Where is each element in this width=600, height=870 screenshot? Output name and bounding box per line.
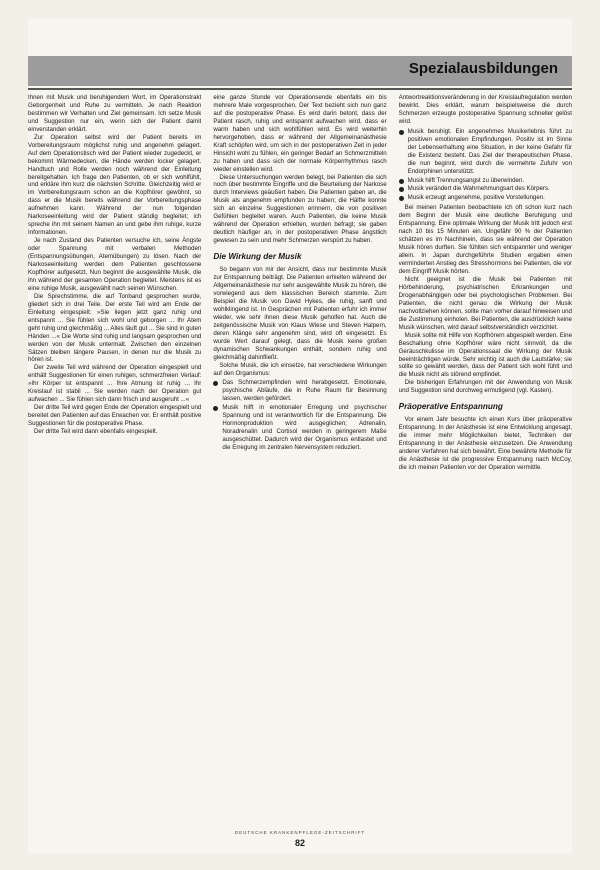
list-item: Musik beruhigt. Ein angenehmes Musikerlebnis führt zu positiven emotionalen Empfindungen. Positiv ist im Sinne der Lebenserhaltung eine Situation, in der keine Gefahr für die Existenz besteht. Das Ziel der therapeutischen Phase, die nun beginnt, wird durch die vermehrte Zufuhr von Endorphinen unterstützt. xyxy=(399,128,572,176)
paragraph: So begann von mir der Ansicht, dass nur bestimmte Musik zur Entspannung beiträgt. Die Patienten erhielten während der Allgemeinanästhesie nur sehr ausgewählte Musik zu hören, die vorwiegend aus dem klassischen Bereich stammte. Zum Beispiel die Musik von David Hykes, die ruhig, sanft und wohlklingend ist. In Gesprächen mit Patienten erfuhr ich immer wieder, wie sehr ihnen diese Musik geholfen hat. Auch die zeitgenössische Musik von Klaus Wiese und Steven Halpern, deren Klänge sehr angenehm sind, wird oft eingesetzt. Es wurde Wert darauf gelegt, dass die Musik keine großen dynamischen Schwankungen enthält, sondern ruhig und gleichmäßig dahinfließt. xyxy=(213,266,387,361)
list-item: Musik hilft Trennungsangst zu überwinden. xyxy=(399,177,572,185)
paragraph: Die bisherigen Erfahrungen mit der Anwendung von Musik und Suggestion sind durchweg ermutigend (vgl. Kasten). xyxy=(398,379,572,395)
section-title: Spezialausbildungen xyxy=(408,60,558,77)
page-number: 82 xyxy=(294,838,305,848)
section-header-band xyxy=(28,56,572,86)
list-item: Musik verändert die Wahrnehmungsart des Körpers. xyxy=(399,185,572,193)
subheading-entspannung: Präoperative Entspannung xyxy=(398,402,503,412)
list-item: Musik hilft in emotionaler Erregung und psychischer Spannung und ist verantwortlich für die Entspannung. Die Hormonproduktion wird ausgeglichen; Adrenalin, Noradrenalin und Cortisol werden in geringerem Maße ausgeschüttet. Dadurch wird der Organismus entlastet und die Erregung im zentralen Nervensystem reduziert. xyxy=(213,404,386,452)
paragraph: Vor einem Jahr besuchte ich einen Kurs über präoperative Entspannung. In der Anästhesie ist eine Entwicklung angesagt, die immer mehr Möglichkeiten bietet, Techniken der Entspannung in der Anästhesie einzusetzen. Die Anwendung anderer Verfahren hat sich bewährt. Eine bewährte Methode für die Anästhesie ist die progressive Entspannung nach McCoy, die ich meinen Patienten vor der Operation vermittle. xyxy=(398,416,572,471)
paragraph: Bei meinen Patienten beobachtete ich oft schon kurz nach dem Beginn der Musik eine deutliche Beruhigung und Entspannung. Eine optimale Wirkung der Musik tritt jedoch erst nach 10 bis 15 Minuten ein. Ungefähr 90 % der Patienten schätzen es im Nachhinein, dass sie während der Operation Musik hören durften. Sie fühlten sich entspannter und weniger allein. In Japan durchgeführte Studien ergaben einen verminderten Anstieg des Stresshormons bei Patienten, die vor dem Eingriff Musik hörten. xyxy=(398,204,572,276)
paragraph: Antwortreaktionsveränderung in der Kreislaufregulation werden bewirkt. Dies erklärt, warum beispielsweise die durch Schmerzen erzeugte postoperative Spannung schneller gelöst wird. xyxy=(398,94,572,125)
paragraph: Zur Operation selbst wird der Patient bereits im Vorbereitungsraum möglichst ruhig und angenehm gelagert. Auf dem Operationstisch wird der Patient wieder zugedeckt, er bekommt Wärmedecken, die Hände werden locker gelagert. Handtuch und Rolle werden noch während der Einleitung bereitgehalten. Ich frage den Patienten, ob er sich wohlfühlt, und erkläre ihm kurz die nächsten Schritte. Gleichzeitig wird er im Vorbereitungsraum schon an die Kopfhörer gewöhnt, so dass er die Musik bereits während der Vorbereitungsphase aufnehmen kann. Während der nun folgenden Narkoseeinleitung wird der Patient ständig begleitet; ich spreche ihn mit seinem Namen an und gebe ihm ruhige, kurze Informationen. xyxy=(28,133,202,237)
header-rule xyxy=(28,88,572,90)
column-2 xyxy=(213,94,386,834)
paragraph: Der dritte Teil wird dann ebenfalls eingespielt. xyxy=(34,428,158,436)
paragraph: Musik sollte mit Hilfe von Kopfhörern abgespielt werden. Eine Beschallung ohne Kopfhörer wäre nicht sinnvoll, da die Geräuschkulisse im Operationssaal die Wirkung der Musik beeinträchtigen würde. Sehr wichtig ist auch die Lautstärke; sie sollte so gewählt werden, dass der Patient sich wohl fühlt und die Musik nicht als störend empfindet. xyxy=(398,331,572,379)
paragraph: Diese Untersuchungen werden belegt, bei Patienten die sich noch über bestimmte Eingriffe und die Beurteilung der Narkose durch Interviews geäußert haben. Die Patienten gaben an, die Musik als angenehm empfunden zu haben; die Hälfte konnte sich an einzelne Suggestionen erinnern, die von positiven Gefühlen begleitet waren. Auch Patienten, die keine Musik während der Operation erhielten, wurden befragt; sie gaben deutlich häufiger an, in der postoperativen Phase ängstlich gewesen zu sein und mehr Schmerzen verspürt zu haben. xyxy=(213,173,387,245)
paragraph: Ihnen mit Musik und beruhigendem Wort, im Operationstrakt Geborgenheit und Ruhe zu vermitteln. Je nach Reaktion bestimmen wir Verhalten und Ziel gemeinsam. Ich setze Musik und Suggestion nur ein, wenn sich der Patient damit einverstanden erklärt. xyxy=(28,94,202,133)
article-columns xyxy=(28,94,572,834)
paragraph: Der dritte Teil wird gegen Ende der Operation eingespielt und bereitet den Patienten auf das Erwachen vor. Er enthält positive Suggestionen für die postoperative Phase. xyxy=(28,404,202,428)
list-item: Musik erzeugt angenehme, positive Vorstellungen. xyxy=(399,194,572,202)
paragraph: Die Sprechstimme, die auf Tonband gesprochen wurde, gliedert sich in drei Teile. Der erste Teil wird am Ende der Einleitung eingespielt: »Sie liegen jetzt ganz ruhig und entspannt ... Sie fühlen sich wohl und geborgen ... Ihr Atem geht ruhig und gleichmäßig ... Alles läuft gut ... Sie sind in guten Händen ...« Die Worte sind ruhig und langsam gesprochen und werden von der Musik untermalt. Zwischen den einzelnen Sätzen bleiben längere Pausen, in denen nur die Musik zu hören ist. xyxy=(28,292,202,364)
column-1 xyxy=(28,94,201,834)
subheading-musik: Die Wirkung der Musik xyxy=(213,252,302,262)
paragraph: eine ganze Stunde vor Operationsende ebenfalls ein bis mehrere Male vorgesprochen. Der Text bezieht sich nun ganz auf die postoperative Phase. Es wird darin betont, dass der Patient rasch, ruhig und entspannt aufwachen wird, dass er warm haben und sich wohlfühlen wird. Es wird weiterhin hervorgehoben, dass er während der Allgemeinanästhesie Kraft schöpfen wird, um sich in der postoperativen Zeit in jeder Hinsicht wohl zu fühlen, ein geringer Bedarf an Schmerzmitteln zu haben und dass sich der normale Körperrhythmus rasch wieder einstellen wird. xyxy=(213,94,387,173)
effects-list xyxy=(399,128,572,203)
column-3 xyxy=(399,94,572,834)
list-item: Das Schmerzempfinden wird herabgesetzt. Emotionale, psychische Abläufe, die in Ruhe Raum für Besinnung lassen, werden gefördert. xyxy=(213,379,386,403)
effects-list xyxy=(213,379,386,452)
footer-brand: DEUTSCHE KRANKENPFLEGE-ZEITSCHRIFT xyxy=(234,830,366,835)
paragraph: Nicht geeignet ist die Musik bei Patienten mit Hörbehinderung, psychiatrischen Erkrankungen und Drogenabhängigen oder bei psychologischen Problemen. Bei Patienten, die nicht genau die Wirkung der Musik nachvollziehen können, sollte man vorher darauf hinweisen und die Zustimmung einholen. Bei Patienten, die ausdrücklich keine Musik wünschen, wird darauf selbstverständlich verzichtet. xyxy=(398,275,572,331)
paragraph: Je nach Zustand des Patienten versuche ich, seine Ängste oder Spannung mit verbalen Methoden (Entspannungsübungen, Atemübungen) zu lösen. Nach der Narkoseeinleitung werden dem Patienten geschlossene Kopfhörer aufgesetzt. Nun beginnt die ausgewählte Musik, die ihn während der gesamten Operation begleitet. Meistens ist es eine ruhige Musik, ausgewählt nach seinen Wünschen. xyxy=(28,237,202,292)
paragraph: Der zweite Teil wird während der Operation eingespielt und enthält Suggestionen für einen ruhigen, schmerzfreien Verlauf: »Ihr Körper ist entspannt ... Ihre Atmung ist ruhig ... Ihr Kreislauf ist stabil ... Sie werden nach der Operation gut aufwachen ... Sie fühlen sich dann frisch und ausgeruht ...« xyxy=(28,364,202,404)
paragraph: Solche Musik, die ich einsetze, hat verschiedene Wirkungen auf den Organismus: xyxy=(213,361,387,377)
magazine-page xyxy=(28,18,572,854)
